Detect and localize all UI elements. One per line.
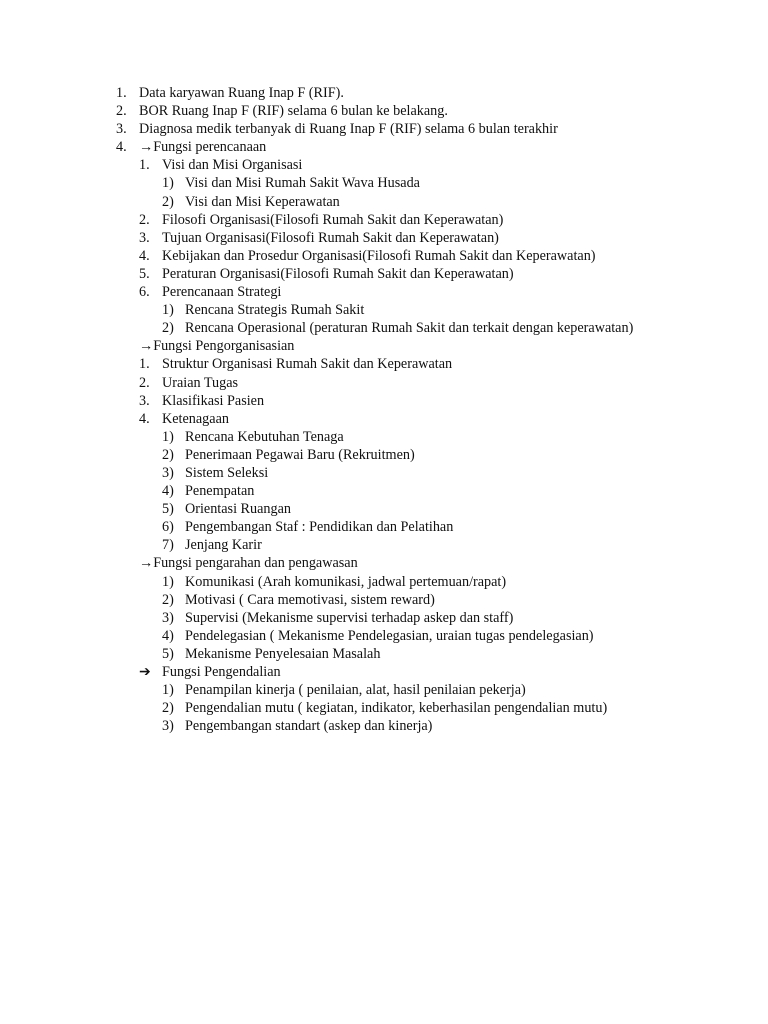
list-item <box>0 627 768 645</box>
list-item-text: Data karyawan Ruang Inap F (RIF). <box>139 85 344 101</box>
list-item-number: 7) <box>162 537 174 554</box>
list-item-text: Visi dan Misi Rumah Sakit Wava Husada <box>185 175 420 192</box>
list-item-text: Fungsi Pengendalian <box>162 664 281 680</box>
list-item-number: 2. <box>116 103 127 120</box>
list-item <box>0 138 768 156</box>
list-item <box>0 174 768 192</box>
list-item <box>0 681 768 699</box>
list-item-text: Ketenagaan <box>162 410 229 427</box>
list-item-number: 4) <box>162 627 174 644</box>
list-item <box>0 446 768 464</box>
list-item-text: Sistem Seleksi <box>185 464 269 481</box>
list-item-number: 1) <box>162 573 174 590</box>
arrow-icon: ➔ <box>139 664 151 680</box>
list-item-text: Komunikasi (Arah komunikasi, jadwal pertemuan/rapat) <box>185 573 507 590</box>
list-item <box>0 428 768 446</box>
list-item-text: Visi dan Misi Organisasi <box>162 157 303 174</box>
list-item-text: Uraian Tugas <box>162 374 239 391</box>
list-item-text: Klasifikasi Pasien <box>162 392 265 409</box>
list-item-text: Jenjang Karir <box>185 537 262 554</box>
list-item-number: 3) <box>162 464 174 481</box>
list-item-text: Mekanisme Penyelesaian Masalah <box>185 645 381 662</box>
list-item-text: Peraturan Organisasi(Filosofi Rumah Sakit dan Keperawatan) <box>162 265 514 282</box>
list-item <box>0 229 768 247</box>
list-item <box>0 84 768 102</box>
list-item-text: Penempatan <box>185 483 255 500</box>
list-item-text: Filosofi Organisasi(Filosofi Rumah Sakit dan Keperawatan) <box>162 211 504 228</box>
list-item <box>0 392 768 410</box>
list-item-number: 2. <box>139 211 150 228</box>
list-item-text: BOR Ruang Inap F (RIF) selama 6 bulan ke belakang. <box>139 103 448 120</box>
list-item <box>0 247 768 265</box>
list-item-number: 4) <box>162 483 174 500</box>
list-item <box>0 645 768 663</box>
list-item <box>0 156 768 174</box>
list-item <box>0 265 768 283</box>
list-item-number: 5) <box>162 645 174 662</box>
list-item-number: 1) <box>162 682 174 699</box>
list-item-number: 4. <box>139 247 150 264</box>
list-item-number: 4. <box>116 139 127 156</box>
list-item <box>0 319 768 337</box>
list-item-number: 5) <box>162 501 174 518</box>
list-item-number: 1. <box>139 157 150 174</box>
list-item-number: 2. <box>139 374 150 391</box>
list-item-number: 2) <box>162 446 174 463</box>
list-item-text: Supervisi (Mekanisme supervisi terhadap askep dan staff) <box>185 609 514 626</box>
list-item <box>0 500 768 518</box>
list-item <box>0 573 768 591</box>
list-item-text: →Fungsi perencanaan <box>139 139 267 156</box>
list-item-text: Orientasi Ruangan <box>185 501 291 518</box>
list-item-text: Diagnosa medik terbanyak di Ruang Inap F (RIF) selama 6 bulan terakhir <box>139 121 558 138</box>
list-item <box>0 464 768 482</box>
list-item-text: Pengembangan Staf : Pendidikan dan Pelatihan <box>185 519 454 536</box>
list-item-number: 6) <box>162 519 174 536</box>
list-item-text: Rencana Operasional (peraturan Rumah Sakit dan terkait dengan keperawatan) <box>185 320 634 337</box>
list-item-number: 3) <box>162 718 174 735</box>
list-item <box>0 193 768 211</box>
list-item-text: Struktur Organisasi Rumah Sakit dan Keperawatan <box>162 356 453 373</box>
list-item <box>0 120 768 138</box>
list-item-number: 1. <box>139 356 150 373</box>
list-item-text: →Fungsi pengarahan dan pengawasan <box>139 555 358 572</box>
list-item <box>0 663 768 681</box>
list-item-text: Rencana Strategis Rumah Sakit <box>185 302 365 319</box>
list-item-number: 2) <box>162 193 174 210</box>
list-item <box>0 337 768 355</box>
list-item-text: Kebijakan dan Prosedur Organisasi(Filosofi Rumah Sakit dan Keperawatan) <box>162 247 596 264</box>
list-item <box>0 591 768 609</box>
list-item-text: Pengembangan standart (askep dan kinerja) <box>185 718 433 735</box>
list-item-text: Penerimaan Pegawai Baru (Rekruitmen) <box>185 446 415 463</box>
list-item-number: 4. <box>139 410 150 427</box>
list-item-text: Pendelegasian ( Mekanisme Pendelegasian, uraian tugas pendelegasian) <box>185 627 594 644</box>
list-item-text: Perencanaan Strategi <box>162 284 282 301</box>
list-item-number: 2) <box>162 700 174 717</box>
list-item-text: Rencana Kebutuhan Tenaga <box>185 428 344 445</box>
list-item <box>0 355 768 373</box>
list-item-number: 1. <box>116 85 127 101</box>
list-item <box>0 518 768 536</box>
list-item-number: 5. <box>139 265 150 282</box>
list-item-number: 2) <box>162 320 174 337</box>
list-item <box>0 102 768 120</box>
list-item <box>0 554 768 572</box>
list-item-number: 3. <box>139 392 150 409</box>
document-outline-list <box>0 84 768 735</box>
list-item <box>0 482 768 500</box>
list-item <box>0 717 768 735</box>
list-item <box>0 536 768 554</box>
list-item-text: Pengendalian mutu ( kegiatan, indikator, keberhasilan pengendalian mutu) <box>185 700 608 717</box>
list-item-number: 6. <box>139 284 150 301</box>
list-item-text: Tujuan Organisasi(Filosofi Rumah Sakit dan Keperawatan) <box>162 229 499 246</box>
list-item-text: Visi dan Misi Keperawatan <box>185 193 340 210</box>
list-item <box>0 609 768 627</box>
list-item-text: Penampilan kinerja ( penilaian, alat, hasil penilaian pekerja) <box>185 682 526 699</box>
list-item-number: 3) <box>162 609 174 626</box>
list-item-number: 1) <box>162 428 174 445</box>
list-item-text: →Fungsi Pengorganisasian <box>139 338 295 355</box>
list-item <box>0 283 768 301</box>
list-item <box>0 301 768 319</box>
list-item-number: 3. <box>116 121 127 138</box>
list-item-number: 2) <box>162 591 174 608</box>
list-item-number: 1) <box>162 175 174 192</box>
list-item-number: 1) <box>162 302 174 319</box>
list-item-text: Motivasi ( Cara memotivasi, sistem reward) <box>185 591 435 608</box>
list-item <box>0 699 768 717</box>
list-item-number: 3. <box>139 229 150 246</box>
list-item <box>0 211 768 229</box>
list-item <box>0 410 768 428</box>
list-item <box>0 374 768 392</box>
